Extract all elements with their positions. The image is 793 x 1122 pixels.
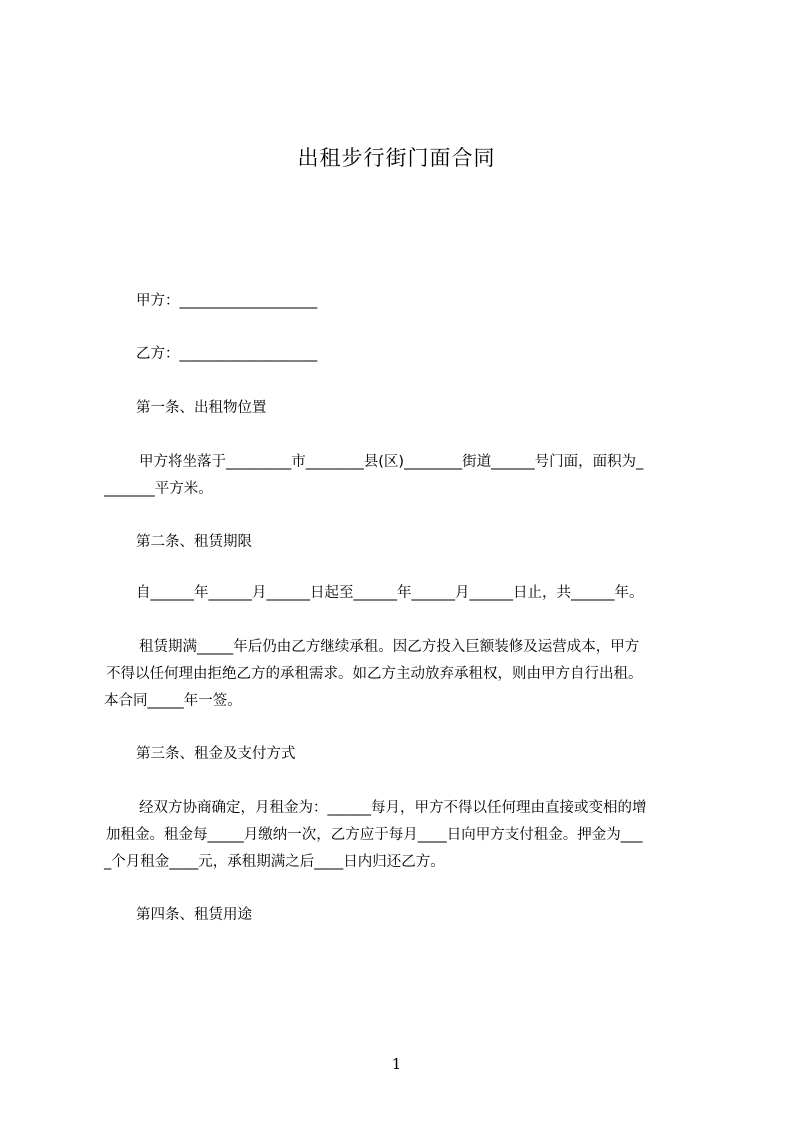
- party-a-line: 甲方：___________________: [136, 293, 318, 309]
- article-3-heading: 第三条、租金及支付方式: [136, 746, 296, 762]
- article-1-text-line-2: _______平方米。: [104, 481, 213, 497]
- article-3-text-line-1: 经双方协商确定，月租金为：______每月，甲方不得以任何理由直接或变相的增: [139, 800, 647, 816]
- page-number: 1: [391, 1055, 402, 1073]
- article-2-term-line: 自______年______月______日起至______年______月______日止，共______年。: [136, 585, 644, 601]
- article-2-renewal-line-1: 租赁期满_____年后仍由乙方继续承租。因乙方投入巨额装修及运营成本，甲方: [139, 639, 640, 655]
- article-1-text-line-1: 甲方将坐落于_________市________县(区)________街道______号门面，面积为_: [139, 454, 644, 470]
- article-2-renewal-line-2: 不得以任何理由拒绝乙方的承租需求。如乙方主动放弃承租权，则由甲方自行出租。: [106, 666, 643, 682]
- article-3-text-line-2: 加租金。租金每_____月缴纳一次，乙方应于每月____日向甲方支付租金。押金为___: [106, 827, 643, 843]
- article-4-heading: 第四条、租赁用途: [136, 907, 252, 923]
- party-b-line: 乙方：___________________: [136, 346, 318, 362]
- article-3-text-line-3: _个月租金____元，承租期满之后____日内归还乙方。: [104, 854, 445, 870]
- article-2-heading: 第二条、租赁期限: [136, 534, 252, 550]
- article-1-heading: 第一条、出租物位置: [136, 400, 267, 416]
- article-2-renewal-line-3: 本合同_____年一签。: [104, 693, 242, 709]
- document-title: 出租步行街门面合同: [297, 146, 496, 170]
